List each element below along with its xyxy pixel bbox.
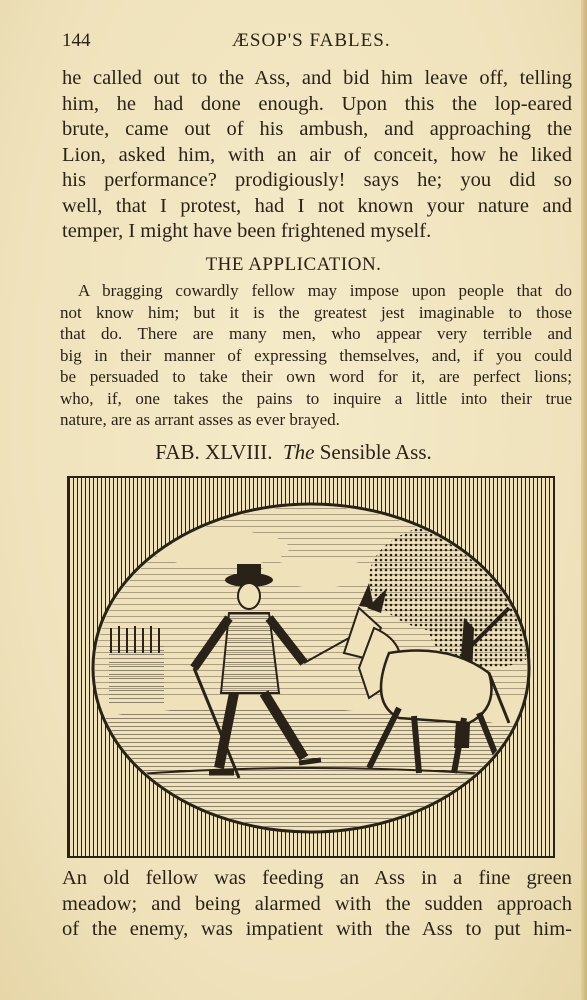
running-title: ÆSOP'S FABLES. xyxy=(232,30,391,51)
text-line: well, that I protest, had I not known your nature and xyxy=(62,194,572,217)
page-edge xyxy=(581,0,587,1000)
page-number: 144 xyxy=(62,30,91,51)
text-line: him, he had done enough. Upon this the lop-eared xyxy=(62,92,572,115)
text-line: big in their manner of expressing themselves, and, if you could xyxy=(60,345,572,365)
text-line: An old fellow was feeding an Ass in a fine green xyxy=(62,867,572,889)
fable-start-paragraph xyxy=(62,866,572,943)
text-line: A bragging cowardly fellow may impose upon people that do xyxy=(78,281,572,300)
text-line: brute, came out of his ambush, and approaching the xyxy=(62,118,572,140)
text-line: that do. There are many men, who appear very terrible and xyxy=(60,324,572,343)
fable-title: Sensible Ass. xyxy=(319,440,432,464)
application-paragraph xyxy=(60,280,572,431)
woodcut-art xyxy=(69,478,553,856)
text-line: his performance? prodigiously! says he; you did so xyxy=(62,169,572,191)
text-line: who, if, one takes the pains to inquire a little into their true xyxy=(60,388,572,408)
fable-number: FAB. XLVIII. xyxy=(155,440,273,464)
text-line: Lion, asked him, with an air of conceit, how he liked xyxy=(62,143,572,166)
text-line: meadow; and being alarmed with the sudden approach xyxy=(62,892,572,915)
text-line: not know him; but it is the greatest jest imaginable to those xyxy=(60,302,572,322)
text-line: nature, are as arrant asses as ever brayed. xyxy=(60,410,340,429)
application-heading: THE APPLICATION. xyxy=(205,254,382,275)
woodcut-illustration xyxy=(67,476,555,858)
text-line: temper, I might have been frightened myself. xyxy=(62,220,432,242)
fable-title-article: The xyxy=(283,440,315,464)
page-header xyxy=(62,30,567,54)
text-line: of the enemy, was impatient with the Ass to put him- xyxy=(62,918,572,940)
text-line: he called out to the Ass, and bid him leave off, telling xyxy=(62,67,572,89)
story-end-paragraph xyxy=(62,66,572,245)
text-line: be persuaded to take their own word for it, are perfect lions; xyxy=(60,367,572,386)
fable-heading xyxy=(0,440,587,465)
